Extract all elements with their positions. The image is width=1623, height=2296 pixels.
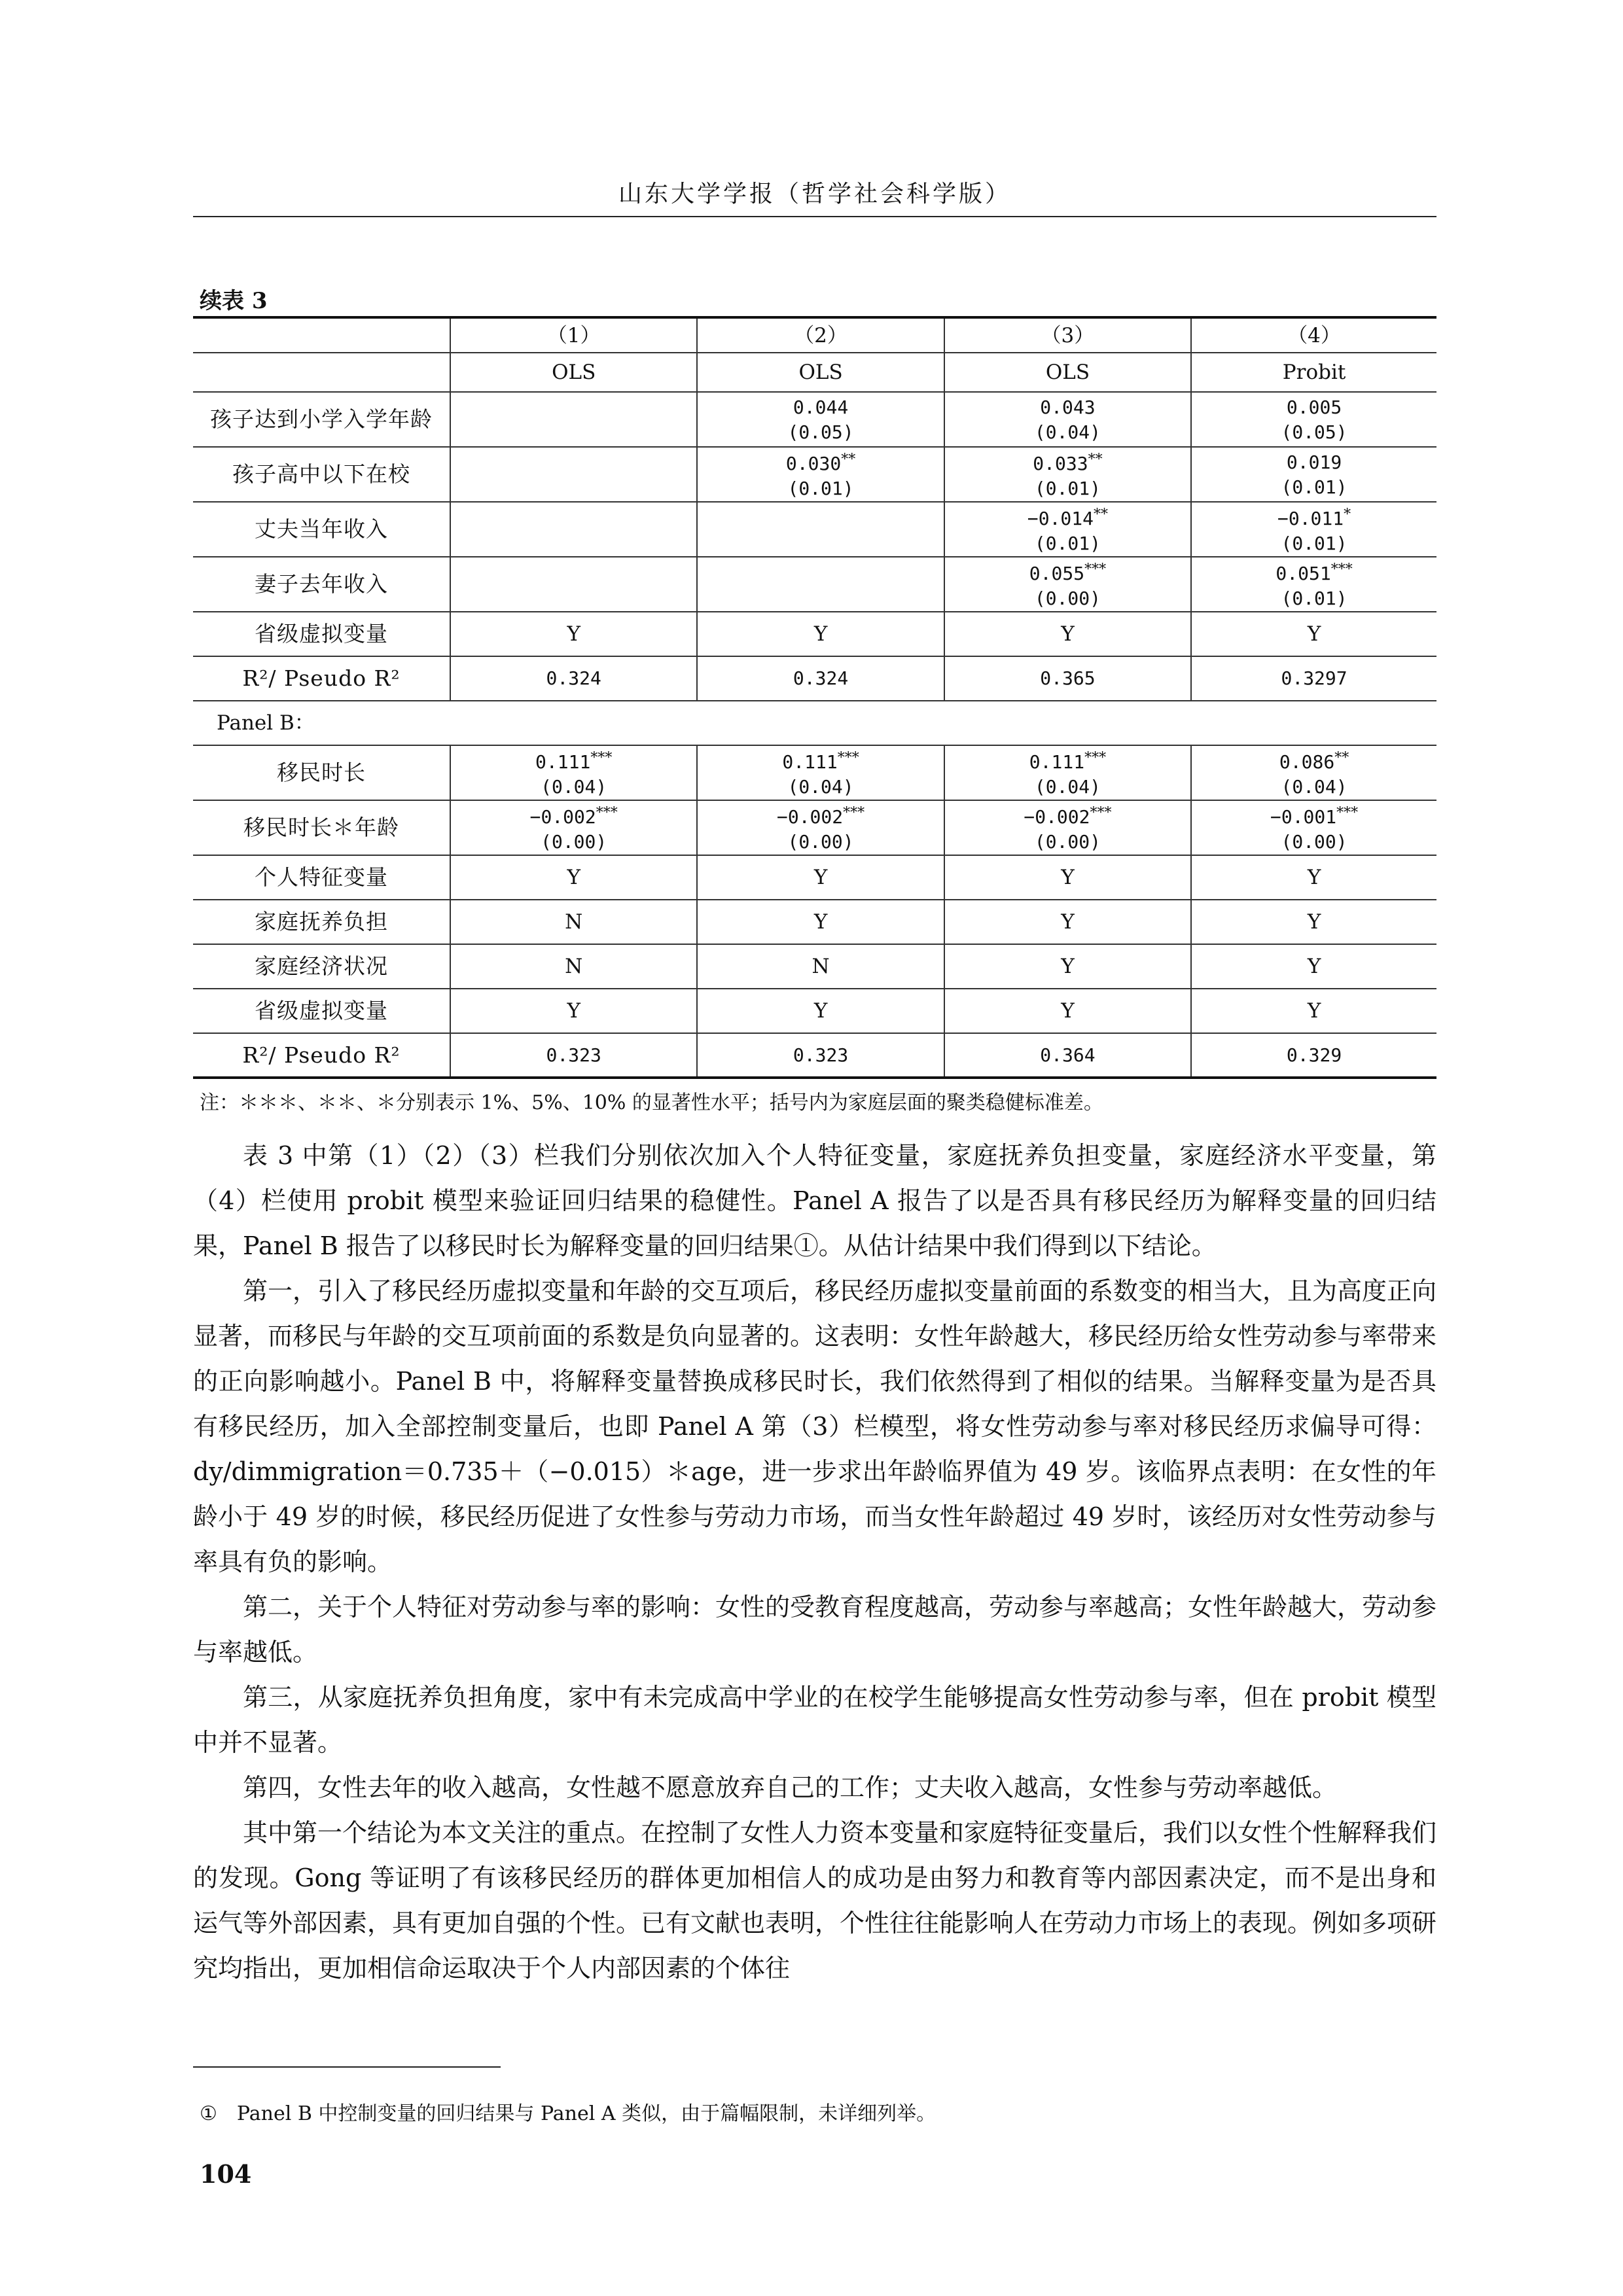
regression-table: [193, 316, 1436, 1079]
column-model: OLS: [944, 353, 1191, 392]
coef-cell: [450, 502, 697, 557]
value-cell: Y: [1191, 989, 1436, 1033]
coef-cell: 0.005 (0.05): [1191, 392, 1436, 447]
value-cell: N: [450, 944, 697, 989]
value-cell: Y: [1191, 855, 1436, 900]
coef-cell: −0.002*** (0.00): [944, 800, 1191, 855]
value-cell: 0.365: [944, 656, 1191, 701]
coef-cell: 0.055*** (0.00): [944, 557, 1191, 612]
row-label: 孩子高中以下在校: [193, 447, 450, 502]
page-number: 104: [200, 2159, 252, 2189]
value-cell: Y: [450, 612, 697, 656]
paragraph: 其中第一个结论为本文关注的重点。在控制了女性人力资本变量和家庭特征变量后，我们以女性个性解释我们的发现。Gong 等证明了有该移民经历的群体更加相信人的成功是由努力和教育等内部因素决定，而不是出身和运气等外部因素，具有更加自强的个性。已有文献也表明，个性往往能影响人在劳动力市场上的表现。例如多项研究均指出，更加相信命运取决于个人内部因素的个体往: [193, 1818, 1437, 1983]
table-row: [193, 557, 1436, 612]
value-cell: Y: [697, 612, 944, 656]
value-cell: Y: [450, 855, 697, 900]
value-cell: 0.324: [450, 656, 697, 701]
coef-cell: −0.002*** (0.00): [450, 800, 697, 855]
row-label: 移民时长＊年龄: [193, 800, 450, 855]
coef-cell: 0.111*** (0.04): [450, 745, 697, 800]
value-cell: N: [697, 944, 944, 989]
value-cell: 0.323: [697, 1033, 944, 1078]
value-cell: Y: [944, 989, 1191, 1033]
row-label: 家庭抚养负担: [193, 900, 450, 944]
table-note: 注：＊＊＊、＊＊、＊分别表示 1%、5%、10% 的显著性水平；括号内为家庭层面的聚类稳健标准差。: [200, 1091, 1103, 1114]
coef-cell: [697, 502, 944, 557]
table-row: [193, 317, 1436, 353]
panel-b-label: Panel B：: [193, 701, 1436, 745]
row-label: 家庭经济状况: [193, 944, 450, 989]
table-row: [193, 447, 1436, 502]
value-cell: Y: [697, 900, 944, 944]
paragraph: 第二，关于个人特征对劳动参与率的影响：女性的受教育程度越高，劳动参与率越高；女性年龄越大，劳动参与率越低。: [193, 1593, 1437, 1667]
value-cell: Y: [1191, 944, 1436, 989]
body-text: [193, 1133, 1436, 1991]
coef-cell: [450, 557, 697, 612]
row-label: 妻子去年收入: [193, 557, 450, 612]
column-model: OLS: [697, 353, 944, 392]
table-row: [193, 392, 1436, 447]
column-number: （1）: [450, 317, 697, 353]
footnote: ① Panel B 中控制变量的回归结果与 Panel A 类似，由于篇幅限制，未详细列举。: [200, 2102, 936, 2125]
row-label: 省级虚拟变量: [193, 612, 450, 656]
value-cell: 0.323: [450, 1033, 697, 1078]
header-blank: [193, 353, 450, 392]
header-rule: [193, 216, 1436, 217]
value-cell: 0.324: [697, 656, 944, 701]
value-cell: 0.3297: [1191, 656, 1436, 701]
table-row: [193, 612, 1436, 656]
coef-cell: −0.011* (0.01): [1191, 502, 1436, 557]
value-cell: Y: [944, 944, 1191, 989]
coef-cell: 0.111*** (0.04): [944, 745, 1191, 800]
table-row: [193, 1033, 1436, 1078]
coef-cell: 0.051*** (0.01): [1191, 557, 1436, 612]
coef-cell: −0.001*** (0.00): [1191, 800, 1436, 855]
value-cell: Y: [450, 989, 697, 1033]
table-row: [193, 745, 1436, 800]
row-label: 丈夫当年收入: [193, 502, 450, 557]
column-number: （3）: [944, 317, 1191, 353]
coef-cell: 0.019 (0.01): [1191, 447, 1436, 502]
value-cell: Y: [944, 612, 1191, 656]
table-row: [193, 855, 1436, 900]
table-row: [193, 701, 1436, 745]
paragraph: 第四，女性去年的收入越高，女性越不愿意放弃自己的工作；丈夫收入越高，女性参与劳动率越低。: [243, 1773, 1338, 1802]
column-model: OLS: [450, 353, 697, 392]
value-cell: Y: [944, 900, 1191, 944]
coef-cell: 0.030** (0.01): [697, 447, 944, 502]
paragraph: 第一，引入了移民经历虚拟变量和年龄的交互项后，移民经历虚拟变量前面的系数变的相当大，且为高度正向显著，而移民与年龄的交互项前面的系数是负向显著的。这表明：女性年龄越大，移民经历给女性劳动参与率带来的正向影响越小。Panel B 中，将解释变量替换成移民时长，我们依然得到了相似的结果。当解释变量为是否具有移民经历，加入全部控制变量后，也即 Panel A 第（3）栏模型，将女性劳动参与率对移民经历求偏导可得：dy/dimmigration＝0.735＋（−0.015）＊age，进一步求出年龄临界值为 49 岁。该临界点表明：在女性的年龄小于 49 岁的时候，移民经历促进了女性参与劳动力市场，而当女性年龄超过 49 岁时，该经历对女性劳动参与率具有负的影响。: [193, 1277, 1437, 1576]
paragraph: 第三，从家庭抚养负担角度，家中有未完成高中学业的在校学生能够提高女性劳动参与率，但在 probit 模型中并不显著。: [193, 1683, 1436, 1757]
table-row: [193, 900, 1436, 944]
coef-cell: [697, 557, 944, 612]
coef-cell: [450, 392, 697, 447]
coef-cell: −0.002*** (0.00): [697, 800, 944, 855]
row-label: 省级虚拟变量: [193, 989, 450, 1033]
coef-cell: 0.044 (0.05): [697, 392, 944, 447]
table-row: [193, 989, 1436, 1033]
coef-cell: 0.111*** (0.04): [697, 745, 944, 800]
row-label: R²/ Pseudo R²: [193, 656, 450, 701]
coef-cell: [450, 447, 697, 502]
value-cell: N: [450, 900, 697, 944]
running-header: 山东大学学报（哲学社会科学版）: [618, 181, 1011, 207]
column-model: Probit: [1191, 353, 1436, 392]
coef-cell: −0.014** (0.01): [944, 502, 1191, 557]
value-cell: Y: [697, 855, 944, 900]
table-caption: 续表 3: [200, 288, 268, 314]
table-row: [193, 353, 1436, 392]
coef-cell: 0.033** (0.01): [944, 447, 1191, 502]
value-cell: Y: [1191, 612, 1436, 656]
value-cell: Y: [1191, 900, 1436, 944]
column-number: （2）: [697, 317, 944, 353]
table-row: [193, 944, 1436, 989]
value-cell: 0.329: [1191, 1033, 1436, 1078]
row-label: R²/ Pseudo R²: [193, 1033, 450, 1078]
row-label: 移民时长: [193, 745, 450, 800]
table-row: [193, 656, 1436, 701]
table-row: [193, 800, 1436, 855]
value-cell: 0.364: [944, 1033, 1191, 1078]
paragraph: 表 3 中第（1）（2）（3）栏我们分别依次加入个人特征变量，家庭抚养负担变量，家庭经济水平变量，第（4）栏使用 probit 模型来验证回归结果的稳健性。Panel A 报告了以是否具有移民经历为解释变量的回归结果，Panel B 报告了以移民时长为解释变量的回归结果①。从估计结果中我们得到以下结论。: [193, 1141, 1436, 1260]
value-cell: Y: [697, 989, 944, 1033]
row-label: 孩子达到小学入学年龄: [193, 392, 450, 447]
coef-cell: 0.043 (0.04): [944, 392, 1191, 447]
column-number: （4）: [1191, 317, 1436, 353]
coef-cell: 0.086** (0.04): [1191, 745, 1436, 800]
value-cell: Y: [944, 855, 1191, 900]
footnote-rule: [193, 2066, 501, 2068]
row-label: 个人特征变量: [193, 855, 450, 900]
table-row: [193, 502, 1436, 557]
header-blank: [193, 317, 450, 353]
